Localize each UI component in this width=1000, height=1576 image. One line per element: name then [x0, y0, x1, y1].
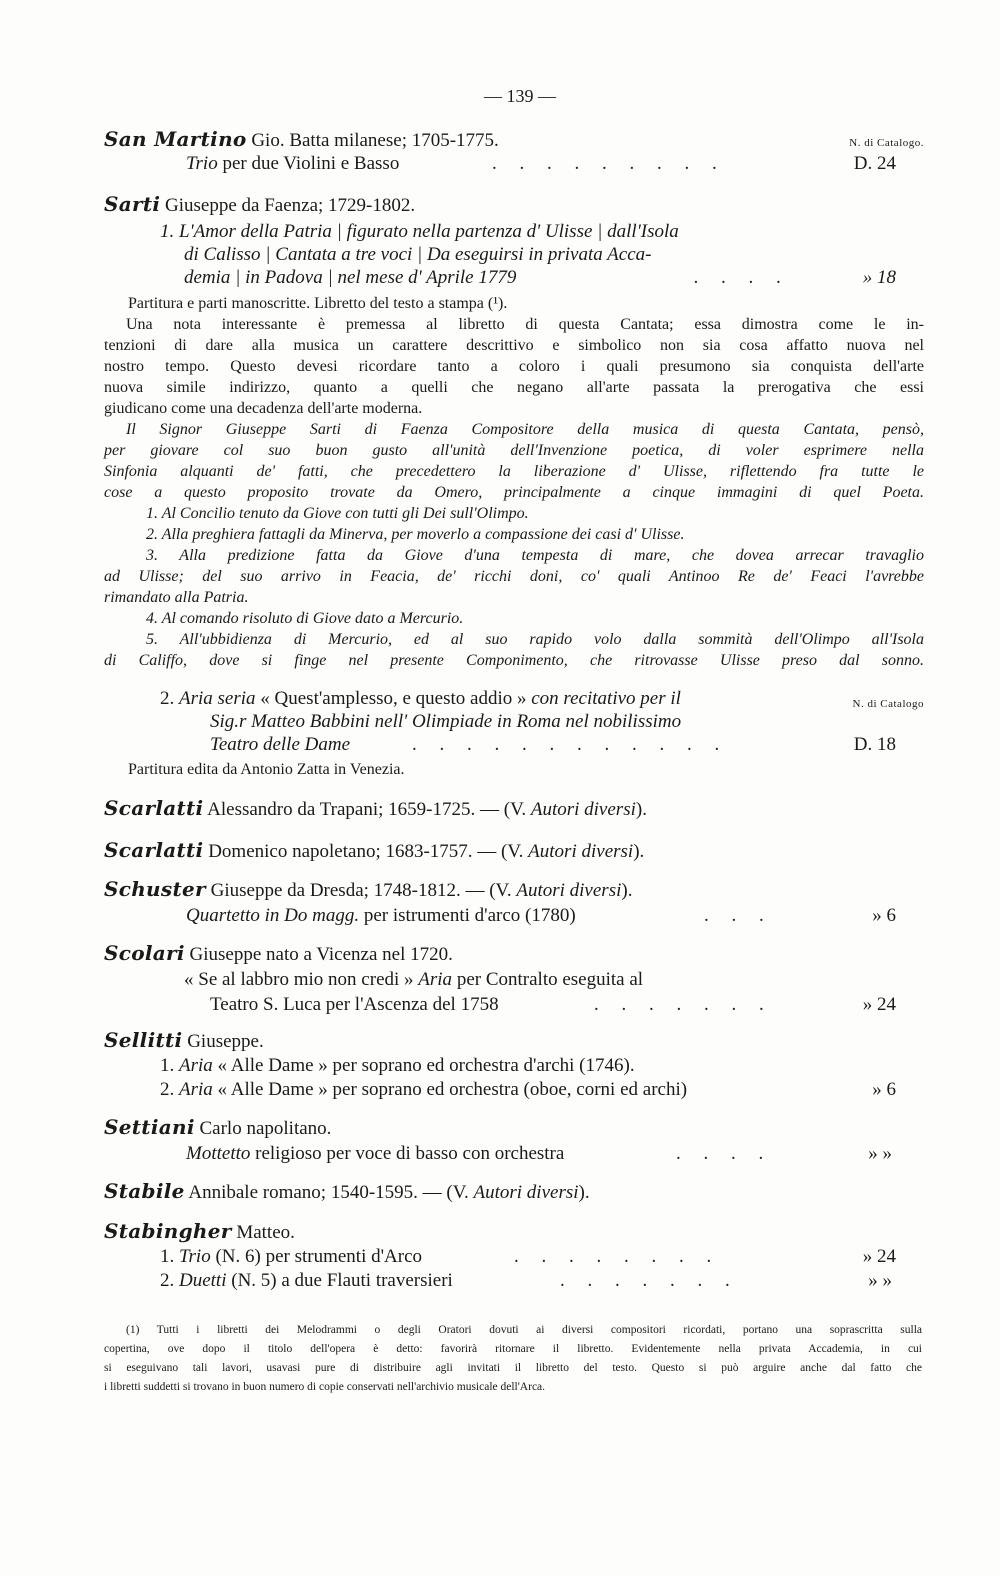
composer-name: Sellitti: [104, 1028, 183, 1052]
composer-name: Scarlatti: [104, 796, 204, 820]
cross-reference: Autori diversi: [530, 799, 636, 820]
reference-close: ).: [635, 799, 647, 820]
list-line: 2. Alla preghiera fattagli da Minerva, per moverlo a compassione dei casi d' Ulisse.: [146, 526, 685, 543]
cross-reference: Autori diversi: [516, 880, 622, 901]
reference-close: ).: [578, 1182, 590, 1203]
para-line: nostro tempo. Questo devesi ricordare tanto a coloro i quali presumono sia conquista dell'arte: [104, 358, 924, 375]
work-title: Trio: [179, 1246, 211, 1267]
work-line: [104, 1269, 924, 1292]
work-line: [104, 1142, 924, 1165]
work-text: Teatro S. Luca per l'Ascenza del 1758: [210, 994, 499, 1015]
edition-note: Partitura edita da Antonio Zatta in Venezia.: [128, 761, 405, 778]
list-line: di Califfo, dove si finge nel presente Componimento, che ritrovasse Ulisse preso dal sonno.: [104, 652, 924, 669]
entry-scarlatti-alessandro: [104, 797, 924, 821]
work-description: (N. 5) a due Flauti traversieri: [226, 1270, 453, 1291]
work-description: (N. 6) per strumenti d'Arco: [210, 1246, 423, 1267]
leader-dots: . . . . . . . .: [514, 1246, 721, 1267]
composer-info: Domenico napoletano; 1683-1757. — (V.: [203, 841, 529, 862]
list-line: 4. Al comando risoluto di Giove dato a Mercurio.: [146, 610, 464, 627]
entry-heading: [104, 797, 924, 821]
composer-name: Sarti: [104, 192, 161, 216]
entry-settiani: [104, 1116, 924, 1165]
composer-name: Stabile: [104, 1179, 185, 1203]
composer-name: Schuster: [104, 877, 206, 901]
entry-sarti-aria: [104, 687, 924, 780]
leader-dots: . . . . . . . . . . . .: [412, 734, 729, 755]
work-title: Mottetto: [186, 1143, 251, 1164]
work-description: « Alle Dame » per soprano ed orchestra d'archi (1746).: [212, 1055, 635, 1076]
entry-heading: [104, 1116, 924, 1140]
leader-dots: . . . . . . . . .: [492, 153, 726, 174]
item-number: 2.: [160, 688, 179, 709]
work-line: di Calisso | Cantata a tre voci | Da eseguirsi in privata Acca-: [184, 244, 652, 265]
catalog-header: N. di Catalogo: [852, 698, 924, 710]
leader-dots: . . .: [704, 905, 773, 926]
entry-san-martino: [104, 128, 924, 175]
reference-close: ).: [633, 841, 645, 862]
catalog-number: » 18: [862, 267, 896, 288]
work-line: [104, 266, 924, 289]
composer-info: Giuseppe nato a Vicenza nel 1720.: [184, 944, 453, 965]
leader-dots: . . . . . . .: [560, 1270, 739, 1291]
work-line: Sig.r Matteo Babbini nell' Olimpiade in Roma nel nobilissimo: [210, 711, 682, 732]
work-description: per Contralto eseguita al: [452, 969, 644, 990]
work-line: [104, 968, 924, 991]
composer-info: Giuseppe.: [182, 1031, 264, 1052]
work-line: [104, 904, 924, 927]
work-title: Duetti: [179, 1270, 227, 1291]
work-line: [104, 687, 924, 710]
footnote-line: si eseguivano tali lavori, usavasi pure di distribuire agli invitati il libretto del testo. Questo si può arguire anche dal fatto che: [104, 1362, 922, 1374]
work-title: Quartetto in Do magg.: [186, 905, 360, 926]
para-line: Sinfonia alquanti de' fatti, che precedettero la liberazione d' Ulisse, riflettendo fra tutte le: [104, 463, 924, 480]
item-number: 1.: [160, 1055, 179, 1076]
work-description: « Alle Dame » per soprano ed orchestra (oboe, corni ed archi): [212, 1079, 688, 1100]
entry-heading: [104, 1180, 924, 1204]
work-line: [104, 733, 924, 756]
leader-dots: . . . . . . .: [594, 994, 773, 1015]
leader-dots: . . . .: [676, 1143, 773, 1164]
work-title: Aria: [179, 1055, 213, 1076]
entry-heading: [104, 839, 924, 863]
para-line: nuova simile indirizzo, quanto a quelli che negano all'arte passata la prerogativa che essi: [104, 379, 924, 396]
composer-info: Gio. Batta milanese; 1705-1775.: [246, 130, 499, 151]
entry-heading: [104, 942, 924, 966]
footnote: [104, 1321, 922, 1397]
entry-heading: [104, 193, 924, 217]
work-line: [104, 993, 924, 1016]
composer-info: Giuseppe da Dresda; 1748-1812. — (V.: [205, 880, 517, 901]
catalog-number: D. 18: [853, 734, 896, 755]
footnote-line: (1) Tutti i libretti dei Melodrammi o degli Oratori dovuti ai diversi compositori ricordati, portano una soprascritta sulla: [126, 1324, 922, 1336]
para-line: giudicano come una decadenza dell'arte moderna.: [104, 400, 423, 417]
work-incipit: « Quest'amplesso, e questo addio »: [255, 688, 532, 709]
note-line: Partitura e parti manoscritte. Libretto del testo a stampa (¹).: [128, 295, 508, 312]
catalog-number: D. 24: [853, 153, 896, 174]
list-line: 1. Al Concilio tenuto da Giove con tutti gli Dei sull'Olimpo.: [146, 505, 529, 522]
work-title: Aria: [179, 1079, 213, 1100]
cross-reference: Autori diversi: [473, 1182, 579, 1203]
work-description: religioso per voce di basso con orchestra: [250, 1143, 565, 1164]
work-title: Aria: [418, 969, 453, 990]
composer-info: Giuseppe da Faenza; 1729-1802.: [160, 195, 416, 216]
cross-reference: Autori diversi: [528, 841, 634, 862]
entry-sarti: [104, 193, 924, 671]
work-line: [104, 152, 924, 175]
work-line: [104, 1054, 924, 1077]
footnote-line: i libretti suddetti si trovano in buon numero di copie conservati nell'archivio musicale dell'Arca.: [104, 1381, 546, 1393]
composer-info: Matteo.: [231, 1222, 295, 1243]
composer-info: Carlo napolitano.: [194, 1118, 332, 1139]
composer-info: Alessandro da Trapani; 1659-1725. — (V.: [203, 799, 531, 820]
list-line: ad Ulisse; del suo arrivo in Feacia, de' ricchi doni, co' quali Antinoo Re de' Feaci l'avrebbe: [104, 568, 924, 585]
para-line: Il Signor Giuseppe Sarti di Faenza Compositore della musica di questa Cantata, pensò,: [126, 421, 924, 438]
entry-sellitti: [104, 1029, 924, 1101]
page-number: — 139 —: [484, 86, 556, 106]
composer-name: Stabingher: [104, 1219, 232, 1243]
work-description: per due Violini e Basso: [217, 153, 400, 174]
composer-name: San Martino: [104, 127, 247, 151]
catalog-number: » 24: [862, 1246, 896, 1267]
composer-name: Scolari: [104, 941, 185, 965]
work-title: Aria seria: [179, 688, 256, 709]
para-line: tenzioni di dare alla musica un carattere descrittivo e simbolico non sia cosa affatto nuova nel: [104, 337, 924, 354]
entry-scarlatti-domenico: [104, 839, 924, 863]
para-line: Una nota interessante è premessa al libretto di questa Cantata; essa dimostra come le in-: [126, 316, 924, 333]
entry-heading: [104, 1220, 924, 1244]
work-description: con recitativo per il: [531, 688, 681, 709]
work-line: [104, 1245, 924, 1268]
work-incipit: « Se al labbro mio non credi »: [184, 969, 419, 990]
entry-stabile: [104, 1180, 924, 1204]
work-line: [104, 1078, 924, 1101]
entry-heading: [104, 128, 924, 152]
entry-stabingher: [104, 1220, 924, 1292]
catalog-number: » »: [868, 1270, 892, 1291]
item-number: 2.: [160, 1270, 179, 1291]
entry-heading: [104, 1029, 924, 1053]
entry-heading: [104, 878, 924, 902]
composer-name: Scarlatti: [104, 838, 204, 862]
composer-name: Settiani: [104, 1115, 195, 1139]
work-text: Teatro delle Dame: [210, 734, 351, 755]
composer-info: Annibale romano; 1540-1595. — (V.: [184, 1182, 474, 1203]
work-line: 1. L'Amor della Patria | figurato nella partenza d' Ulisse | dall'Isola: [160, 221, 679, 242]
footnote-line: copertina, ove dopo il titolo dell'opera è detto: favorirà ritornare il libretto. Evidentemente nella privata Accademia, in cui: [104, 1343, 922, 1355]
work-title: Trio: [186, 153, 218, 174]
list-line: 3. Alla predizione fatta da Giove d'una tempesta di mare, che dovea arrecar travaglio: [146, 547, 924, 564]
sarti-body: [104, 293, 924, 671]
catalog-number: » 24: [862, 994, 896, 1015]
entry-schuster: [104, 878, 924, 927]
reference-close: ).: [621, 880, 633, 901]
item-number: 1.: [160, 1246, 179, 1267]
catalog-number: » »: [868, 1143, 892, 1164]
item-number: 2.: [160, 1079, 179, 1100]
para-line: per giovare col suo buon gusto all'unità dell'Invenzione poetica, di voler esprimere nella: [104, 442, 924, 459]
work-description: per istrumenti d'arco (1780): [359, 905, 576, 926]
catalog-number: » 6: [872, 1079, 896, 1100]
work-text: demia | in Padova | nel mese d' Aprile 1779: [184, 267, 517, 288]
list-line: 5. All'ubbidienza di Mercurio, ed al suo rapido volo dalla sommità dell'Olimpo all'Isola: [146, 631, 924, 648]
catalog-number: » 6: [872, 905, 896, 926]
entry-scolari: [104, 942, 924, 1016]
list-line: rimandato alla Patria.: [104, 589, 249, 606]
catalog-header: N. di Catalogo.: [849, 137, 924, 149]
leader-dots: . . . .: [694, 267, 791, 288]
para-line: cose a questo proposito trovate da Omero, principalmente a cinque immagini di quel Poeta.: [104, 484, 924, 501]
